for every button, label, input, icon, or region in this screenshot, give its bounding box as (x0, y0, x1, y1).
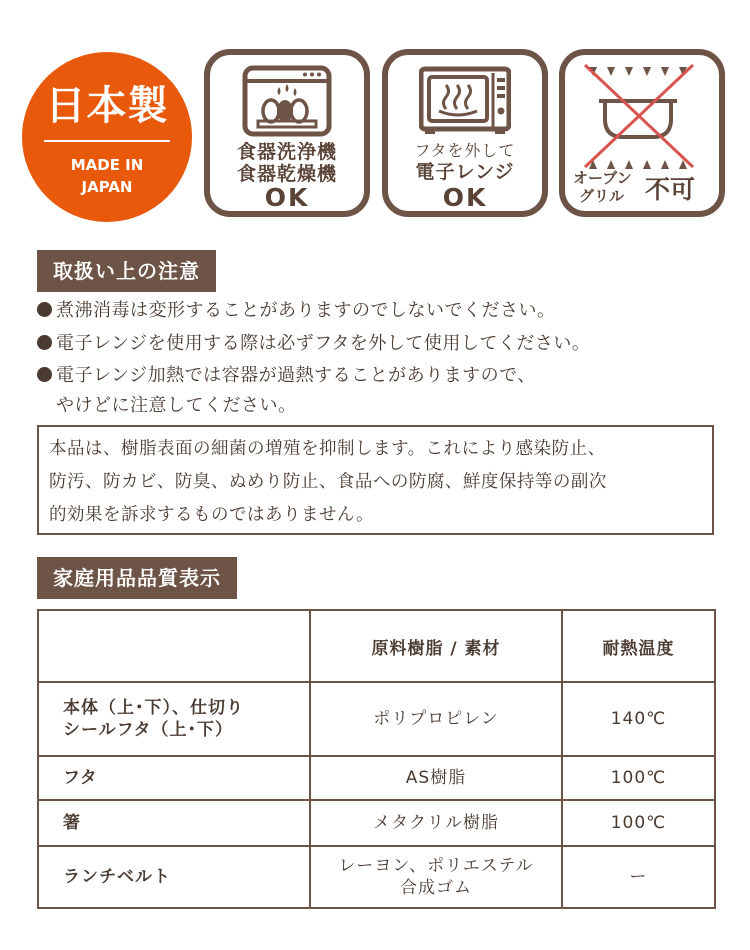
dishwasher-line1: 食器洗浄機 (236, 141, 337, 163)
made-in-japan-text (22, 154, 192, 198)
table-row (38, 846, 715, 908)
microwave-line2: 電子レンジ (415, 161, 515, 183)
badge-divider (44, 140, 170, 142)
row-name: 箸 (38, 800, 310, 846)
microwave-ok: OK (442, 183, 488, 212)
quality-table (37, 609, 716, 909)
made-in-japan-badge (22, 52, 192, 222)
oven-grill-label (573, 169, 647, 205)
microwave-icon (419, 65, 511, 137)
bullet-icon (37, 367, 52, 382)
disclaimer-line-3: 的効果を訴求するものではありません。 (49, 505, 375, 525)
row-heat: ー (562, 846, 715, 908)
dishwasher-line2: 食器乾燥機 (236, 163, 337, 185)
oven-ng: 不可 (645, 175, 696, 204)
table-row (38, 756, 715, 800)
disclaimer-box (37, 425, 714, 535)
microwave-badge (382, 49, 548, 217)
row-name: ランチベルト (38, 846, 310, 908)
header-heat: 耐熱温度 (562, 610, 715, 682)
microwave-line1: フタを外して (414, 141, 516, 160)
row-material-line2: 合成ゴム (400, 878, 472, 898)
made-in-japan-kanji: 日本製 (45, 83, 169, 129)
row-material-line1: ポリプロピレン (373, 709, 499, 729)
handling-title: 取扱い上の注意 (37, 250, 216, 292)
row-name (38, 682, 310, 756)
table-row (38, 682, 715, 756)
bullet-icon (37, 335, 52, 350)
made-in-line1: MADE IN (70, 156, 144, 174)
oven-grill-prohibited-icon (579, 59, 705, 177)
dishwasher-icon (241, 65, 333, 137)
row-name-line1: 本体（上･下）、仕切り (63, 698, 244, 718)
row-material (310, 682, 562, 756)
disclaimer-line-2: 防汚、防カビ、防臭、ぬめり防止、食品への防腐、鮮度保持等の副次 (49, 472, 607, 492)
header-material: 原料樹脂 / 素材 (310, 610, 562, 682)
dishwasher-ok: OK (264, 183, 310, 212)
made-in-line2: JAPAN (81, 178, 133, 196)
row-heat: 100℃ (562, 800, 715, 846)
note-text-1: 煮沸消毒は変形することがありますのでしないでください。 (56, 300, 556, 321)
dishwasher-badge (204, 49, 370, 217)
row-material: AS樹脂 (310, 756, 562, 800)
note-text-3: 電子レンジ加熱では容器が過熱することがありますので、 (56, 365, 536, 386)
header-blank (38, 610, 310, 682)
oven-grill-badge (559, 49, 725, 217)
row-material: メタクリル樹脂 (310, 800, 562, 846)
row-material (310, 846, 562, 908)
quality-title: 家庭用品品質表示 (37, 557, 237, 599)
row-material-line1: レーヨン、ポリエステル (338, 856, 534, 876)
row-heat: 100℃ (562, 756, 715, 800)
row-name: フタ (38, 756, 310, 800)
note-item-3 (37, 364, 536, 388)
note-item-1 (37, 299, 556, 323)
note-item-2 (37, 332, 590, 356)
oven-line2: グリル (579, 187, 625, 205)
oven-line1: オーブン (573, 169, 632, 187)
note-text-2: 電子レンジを使用する際は必ずフタを外して使用してください。 (56, 333, 591, 354)
disclaimer-line-1: 本品は、樹脂表面の細菌の増殖を抑制します。これにより感染防止、 (49, 439, 606, 459)
table-header-row (38, 610, 715, 682)
table-row (38, 800, 715, 846)
note-item-3-cont: やけどに注意してください。 (56, 395, 297, 416)
bullet-icon (37, 302, 52, 317)
row-heat: 140℃ (562, 682, 715, 756)
row-name-line2: シールフタ（上･下） (63, 720, 233, 740)
